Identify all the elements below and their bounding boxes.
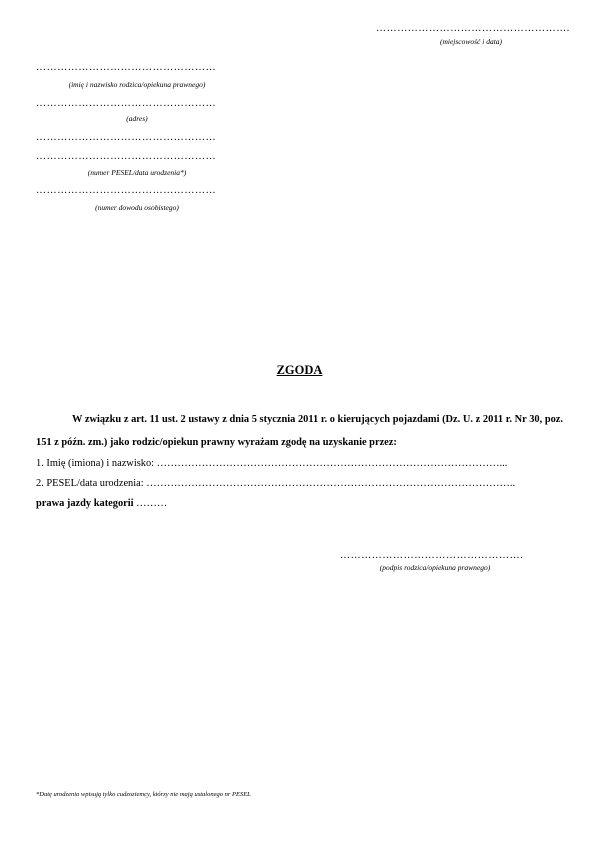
category-dots: ……… [133,498,168,509]
place-date-line: ………………………………………………. [376,23,570,34]
pesel-line: …………………………………………… [36,151,217,162]
id-number-line: …………………………………………… [36,185,217,196]
parent-name-line: …………………………………………… [36,62,217,73]
parent-name-caption: (imię i nazwisko rodzica/opiekuna prawnego) [68,80,206,89]
signature-line: ……………………………………………. [340,550,524,561]
field-name: 1. Imię (imiona) i nazwisko: ………………………………………………………………………………………... [36,458,508,469]
place-date-caption: (miejscowość i data) [439,37,503,46]
address-caption: (adres) [126,114,148,123]
consent-paragraph: W związku z art. 11 ust. 2 ustawy z dnia 5 stycznia 2011 r. o kierujących pojazdami (Dz. U. z 2011 r. Nr 30, poz. 151 z późn. zm.) jako rodzic/opiekun prawny wyrażam zgodę na uzyskanie przez: [36,414,563,448]
address-line-2: …………………………………………… [36,132,217,143]
category-label: prawa jazdy kategorii [36,498,134,509]
field-pesel: 2. PESEL/data urodzenia: …………………………………………………………………………………………….. [36,478,516,489]
footnote: *Datę urodzenia wpisują tylko cudzoziemcy, którzy nie mają ustalonego nr PESEL [36,791,251,798]
field-category [36,497,167,510]
address-line: …………………………………………… [36,98,217,109]
pesel-caption: (numer PESEL/data urodzenia*) [87,168,187,177]
document-title: ZGODA [276,363,323,377]
signature-caption: (podpis rodzica/opiekuna prawnego) [379,563,491,572]
id-number-caption: (numer dowodu osobistego) [95,203,179,212]
